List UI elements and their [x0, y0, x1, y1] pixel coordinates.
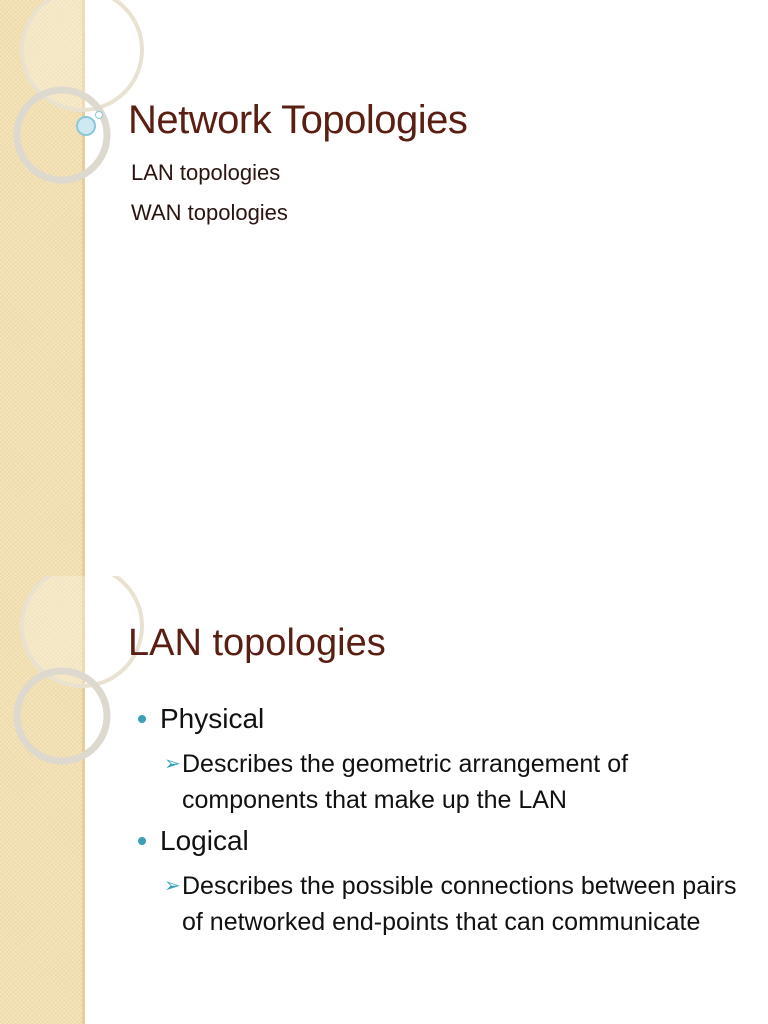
arrow-bullet-icon: ➢	[164, 875, 181, 897]
circle-bullet-icon	[138, 715, 146, 723]
sub-bullet-text: Describes the geometric arrangement of components that make up the LAN	[182, 750, 629, 814]
sub-bullet-physical	[164, 746, 746, 818]
bullet-logical	[136, 824, 746, 858]
slide-title: LAN topologies	[128, 622, 386, 664]
ring-ornament-icon	[0, 0, 120, 210]
ring-ornament-icon	[0, 576, 120, 786]
circle-bullet-icon	[138, 837, 146, 845]
bullet-list	[136, 702, 746, 946]
bullet-label: Logical	[160, 825, 249, 856]
topic-item-lan: LAN topologies	[131, 160, 281, 185]
slide-title: Network Topologies	[128, 98, 468, 142]
bullet-physical	[136, 702, 746, 736]
bullet-label: Physical	[160, 703, 265, 734]
sub-bullet-text: Describes the possible connections between pairs of networked end-points that can communicate	[182, 872, 737, 936]
topic-item-wan: WAN topologies	[131, 200, 288, 225]
arrow-bullet-icon: ➢	[164, 753, 181, 775]
sub-bullet-logical	[164, 868, 746, 940]
slide-lan-topologies	[0, 576, 768, 1024]
